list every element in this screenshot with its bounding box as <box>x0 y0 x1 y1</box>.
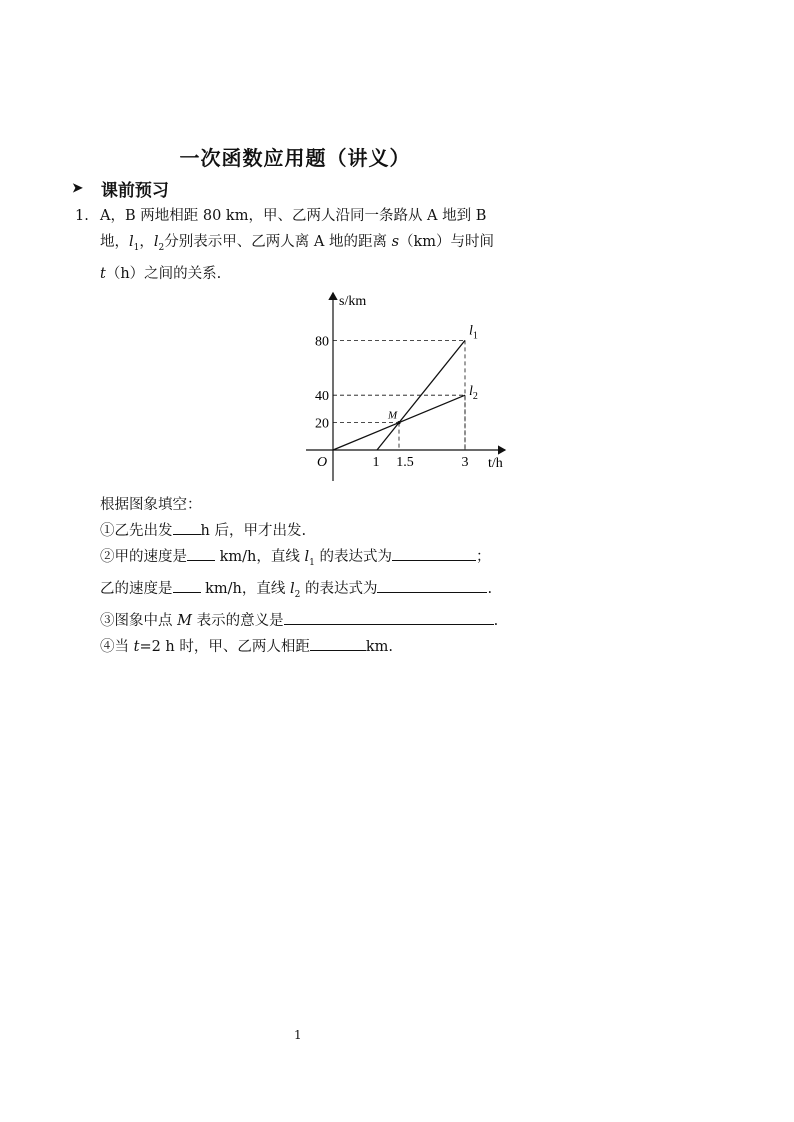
answer-blank[interactable] <box>284 608 494 625</box>
answer-blank[interactable] <box>187 544 215 561</box>
dashed-guides <box>333 340 465 450</box>
question-line-3: t（h）之间的关系. <box>100 265 222 282</box>
fill-intro: 根据图象填空： <box>100 497 202 513</box>
section-title: 课前预习 <box>100 181 169 201</box>
answer-blank[interactable] <box>173 518 201 535</box>
y-tick-label: 20 <box>315 416 329 432</box>
answer-blank[interactable] <box>310 634 366 651</box>
section-heading <box>72 176 169 201</box>
fill-item-5: ④当 t=2 h 时，甲、乙两人相距 km. <box>100 634 498 660</box>
x-axis-label: t/h <box>488 456 503 471</box>
point-m-label: M <box>388 409 398 422</box>
fill-item-3: 乙的速度是 km/h，直线 $l_2$ 的表达式为 . <box>100 576 498 608</box>
question-number: 1. <box>75 208 89 224</box>
y-axis-label: s/km <box>339 294 367 309</box>
x-tick-label: 1.5 <box>396 455 414 470</box>
question-1 <box>75 203 535 287</box>
answer-blank[interactable] <box>392 544 476 561</box>
answer-blank[interactable] <box>377 576 487 593</box>
arrow-bullet-icon: ➤ <box>72 181 83 196</box>
origin-label: O <box>317 455 328 470</box>
question-line-1: A，B 两地相距 80 km，甲、乙两人沿同一条路从 A 地到 B <box>100 208 487 224</box>
series-label-l2: $l_2$ <box>469 384 478 403</box>
fill-item-2: ②甲的速度是 km/h，直线 $l_1$ 的表达式为 ； <box>100 544 498 576</box>
page-title: 一次函数应用题（讲义） <box>179 146 411 170</box>
point-m-marker <box>397 421 400 424</box>
distance-time-graph <box>300 285 520 485</box>
y-tick-label: 80 <box>315 334 329 350</box>
series-label-l1: $l_1$ <box>469 323 478 342</box>
fill-item-1: ①乙先出发 h 后，甲才出发. <box>100 518 498 544</box>
x-tick-label: 1 <box>372 455 380 470</box>
fill-item-4: ③图象中点 M 表示的意义是 . <box>100 608 498 634</box>
answer-blank[interactable] <box>173 576 201 593</box>
page-number: 1 <box>294 1028 302 1042</box>
y-tick-label: 40 <box>315 389 329 405</box>
fill-in-questions <box>100 492 498 660</box>
x-tick-label: 3 <box>461 455 469 470</box>
question-line-2: 地，$l_1$，$l_2$分别表示甲、乙两人离 A 地的距离 s（km）与时间 <box>100 234 495 253</box>
axis-labels <box>315 294 503 471</box>
